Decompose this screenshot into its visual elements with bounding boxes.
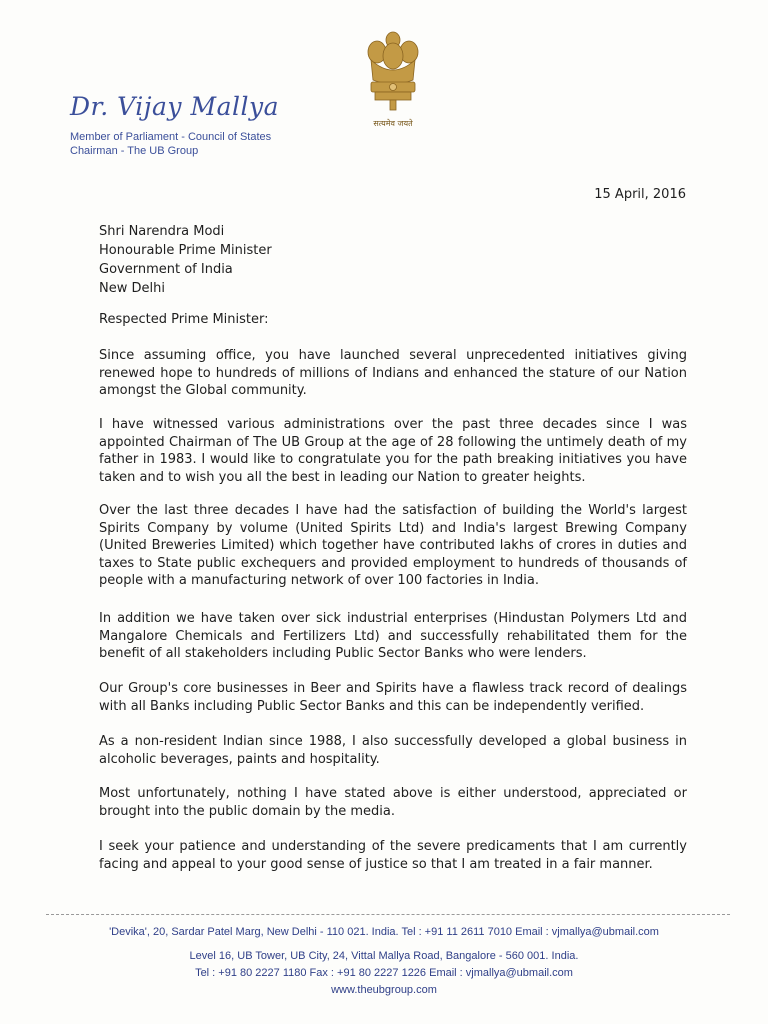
paragraph: In addition we have taken over sick industrial enterprises (Hindustan Polymers Ltd and Mangalore Chemicals and Fertilizers Ltd) and successfully rehabilitated them for the benefit of all stakeholders including Public Sector Banks who were lenders.	[99, 611, 687, 661]
footer-bangalore-address: Level 16, UB Tower, UB City, 24, Vittal Mallya Road, Bangalore - 560 001. India.	[189, 950, 579, 962]
recipient-government: Government of India	[99, 262, 233, 277]
paragraph: Since assuming office, you have launched several unprecedented initiatives giving renewed hope to hundreds of millions of Indians and enhanced the stature of our Nation amongst the Global community.	[99, 348, 687, 398]
letterhead-name: Dr. Vijay Mallya	[70, 92, 280, 121]
letter-date: 15 April, 2016	[594, 187, 686, 202]
paragraph: Most unfortunately, nothing I have stated above is either understood, appreciated or brought into the public domain by the media.	[99, 786, 687, 819]
paragraph: I have witnessed various administrations over the past three decades since I was appointed Chairman of The UB Group at the age of 28 following the untimely death of my father in 1983. I would like to congratulate you for the path breaking initiatives you have taken and to wish you all the best in leading our Nation to greater heights.	[99, 417, 687, 485]
paragraph: I seek your patience and understanding of the severe predicaments that I am currently facing and appeal to your good sense of justice so that I am treated in a fair manner.	[99, 839, 687, 872]
emblem-motto: सत्यमेव जयते	[373, 119, 413, 128]
footer-divider	[46, 914, 730, 915]
footer-delhi-address: 'Devika', 20, Sardar Patel Marg, New Delhi - 110 021. India. Tel : +91 11 2611 7010 Email : vjmallya@ubmail.com	[109, 926, 659, 938]
salutation: Respected Prime Minister:	[99, 312, 269, 327]
letterhead-role-chairman: Chairman - The UB Group	[70, 145, 199, 157]
lion-capital-icon	[357, 30, 429, 116]
recipient-name: Shri Narendra Modi	[99, 224, 225, 239]
national-emblem	[357, 30, 429, 140]
paragraph: As a non-resident Indian since 1988, I also successfully developed a global business in alcoholic beverages, paints and hospitality.	[99, 734, 687, 767]
recipient-title: Honourable Prime Minister	[99, 243, 272, 258]
recipient-city: New Delhi	[99, 281, 165, 296]
paragraph: Over the last three decades I have had the satisfaction of building the World's largest Spirits Company by volume (United Spirits Ltd) and India's largest Brewing Company (United Breweries Limited) which together have contributed lakhs of crores in duties and taxes to State public exchequers and provided employment to hundreds of thousands of people with a manufacturing network of over 100 factories in India.	[99, 503, 687, 588]
recipient-address	[99, 222, 272, 298]
footer-website[interactable]: www.theubgroup.com	[331, 984, 437, 996]
letterhead-role-parliament: Member of Parliament - Council of States	[70, 131, 272, 143]
footer-contact: Tel : +91 80 2227 1180 Fax : +91 80 2227 1226 Email : vjmallya@ubmail.com	[195, 967, 573, 979]
paragraph: Our Group's core businesses in Beer and Spirits have a flawless track record of dealings with all Banks including Public Sector Banks and this can be independently verified.	[99, 681, 687, 714]
